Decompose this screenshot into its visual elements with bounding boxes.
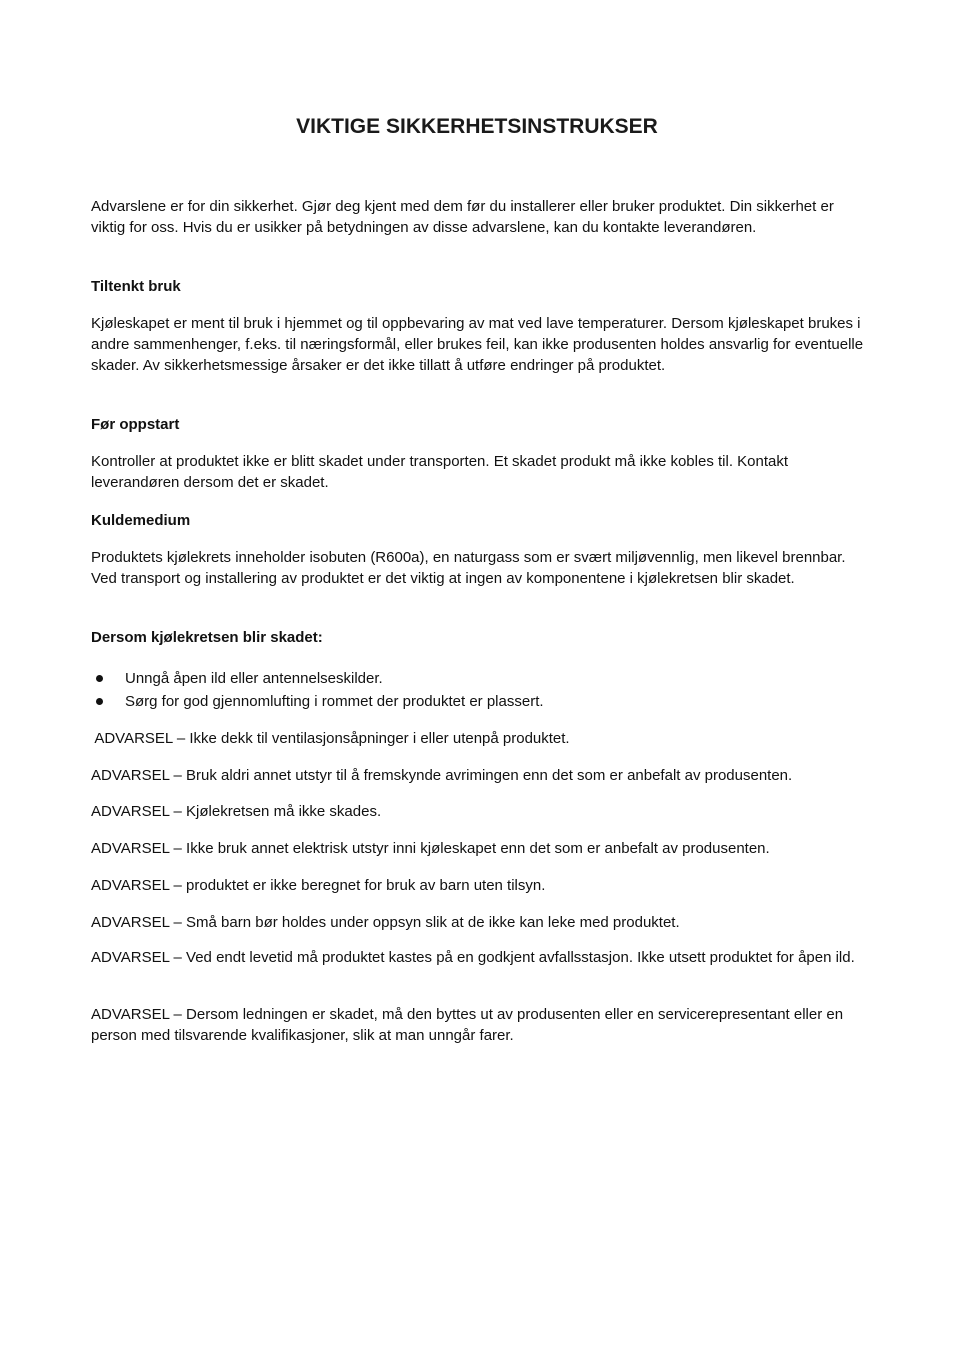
bullet-icon	[96, 698, 103, 705]
heading-kuldemedium: Kuldemedium	[91, 512, 191, 529]
paragraph-kuldemedium: Produktets kjølekrets inneholder isobuten (R600a), en naturgass som er svært miljøvennlig, men likevel brennbar. Ved transport og installering av produktet er det viktig at ingen av komponentene i kjølekretsen blir skadet.	[91, 549, 846, 587]
warning-ventilation: ADVARSEL – Ikke dekk til ventilasjonsåpninger i eller utenpå produktet.	[91, 730, 570, 747]
heading-for-oppstart: Før oppstart	[91, 416, 180, 433]
warning-children-supervision: ADVARSEL – produktet er ikke beregnet for bruk av barn uten tilsyn.	[91, 877, 546, 894]
page-title: VIKTIGE SIKKERHETSINSTRUKSER	[296, 115, 658, 138]
paragraph-tiltenkt-bruk: Kjøleskapet er ment til bruk i hjemmet og til oppbevaring av mat ved lave temperaturer. Dersom kjøleskapet brukes i andre sammenhenger, f.eks. til næringsformål, eller brukes feil, kan ikke produsenten holdes ansvarlig for eventuelle skader. Av sikkerhetsmessige årsaker er det ikke tillatt å utføre endringer på produktet.	[91, 315, 864, 374]
bullet-icon	[96, 675, 103, 682]
list-item-text: Sørg for god gjennomlufting i rommet der produktet er plassert.	[125, 693, 544, 710]
intro-paragraph: Advarslene er for din sikkerhet. Gjør deg kjent med dem før du installerer eller bruker produktet. Din sikkerhet er viktig for oss. Hvis du er usikker på betydningen av disse advarslene, kan du kontakte leverandøren.	[91, 198, 834, 236]
warning-electrical: ADVARSEL – Ikke bruk annet elektrisk utstyr inni kjøleskapet enn det som er anbefalt av produsenten.	[91, 840, 770, 857]
warning-defrost: ADVARSEL – Bruk aldri annet utstyr til å fremskynde avrimingen enn det som er anbefalt av produsenten.	[91, 767, 793, 784]
list-item-text: Unngå åpen ild eller antennelseskilder.	[125, 670, 383, 687]
paragraph-for-oppstart: Kontroller at produktet ikke er blitt skadet under transporten. Et skadet produkt må ikke kobles til. Kontakt leverandøren dersom det er skadet.	[91, 453, 789, 491]
warning-power-cord: ADVARSEL – Dersom ledningen er skadet, må den byttes ut av produsenten eller en servicerepresentant eller en person med tilsvarende kvalifikasjoner, slik at man unngår farer.	[91, 1006, 844, 1044]
warning-small-children: ADVARSEL – Små barn bør holdes under oppsyn slik at de ikke kan leke med produktet.	[91, 914, 680, 931]
heading-tiltenkt-bruk: Tiltenkt bruk	[91, 278, 181, 295]
warning-disposal: ADVARSEL – Ved endt levetid må produktet kastes på en godkjent avfallsstasjon. Ikke utsett produktet for åpen ild.	[91, 949, 855, 966]
heading-dersom-skadet: Dersom kjølekretsen blir skadet:	[91, 629, 323, 646]
warning-cooling-circuit: ADVARSEL – Kjølekretsen må ikke skades.	[91, 803, 382, 820]
